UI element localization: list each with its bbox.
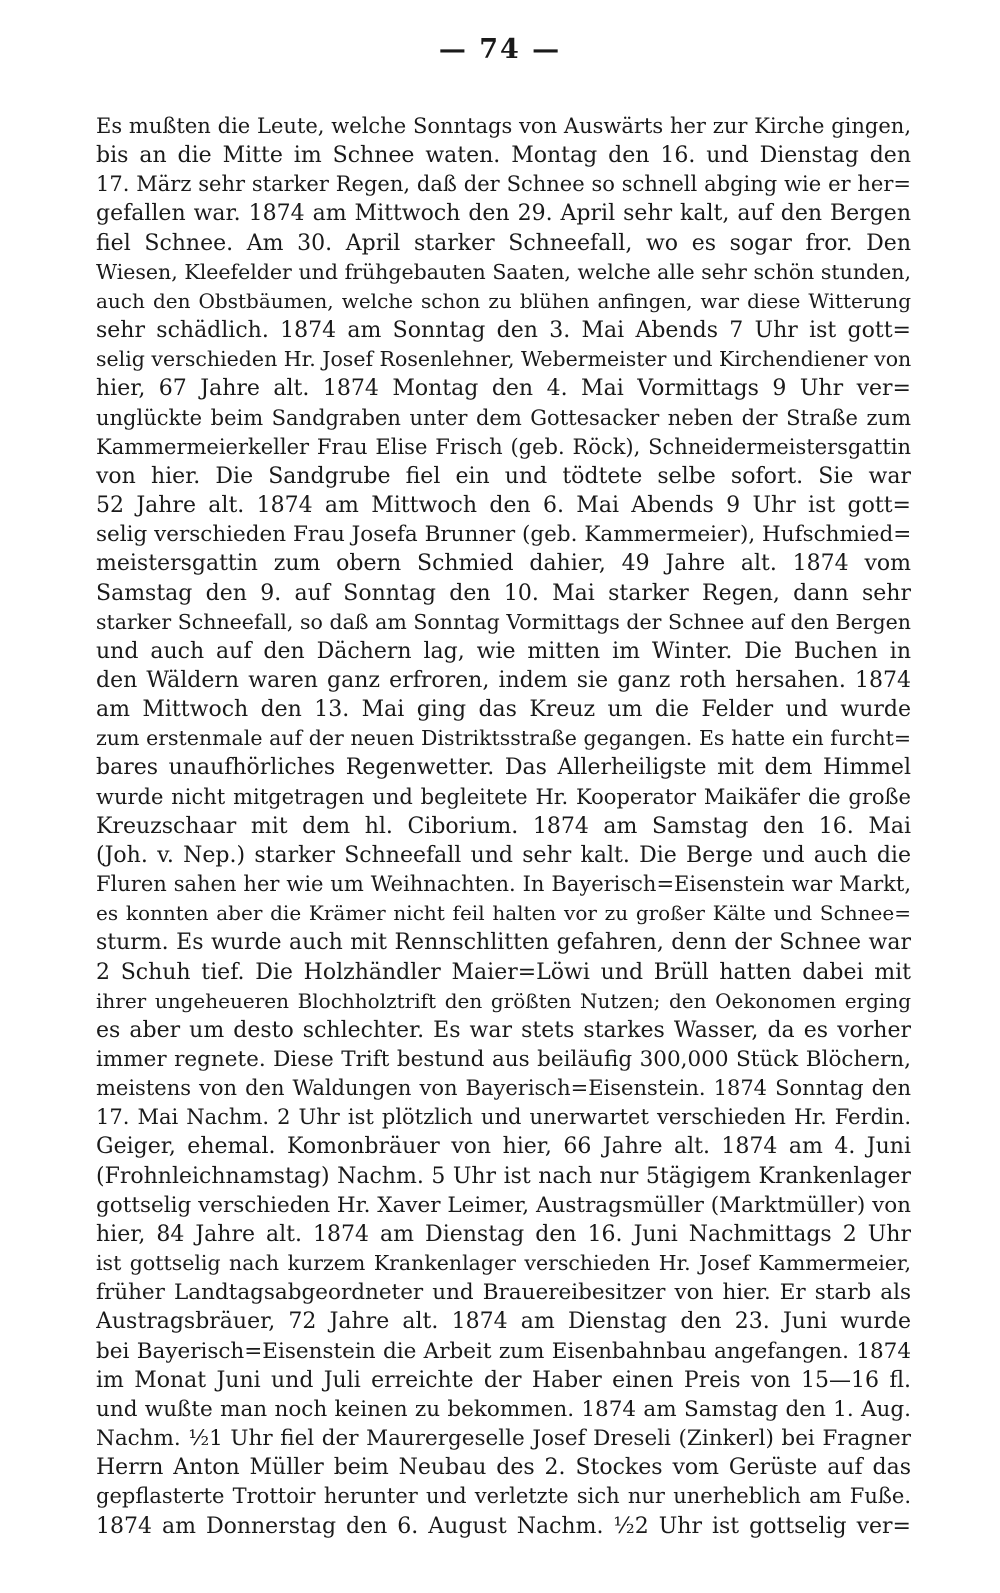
text-line: und auch auf den Dächern lag, wie mitten im Winter. Die Buchen in (96, 638, 911, 664)
text-line: Samstag den 9. auf Sonntag den 10. Mai starker Regen, dann sehr (96, 580, 911, 606)
text-line: am Mittwoch den 13. Mai ging das Kreuz um die Felder und wurde (96, 697, 911, 723)
text-line: ist gottselig nach kurzem Krankenlager verschieden Hr. Josef Kammermeier, (96, 1251, 911, 1276)
text-line: im Monat Juni und Juli erreichte der Haber einen Preis von 15—16 fl. (96, 1367, 911, 1393)
text-line: 52 Jahre alt. 1874 am Mittwoch den 6. Mai Abends 9 Uhr ist gott= (96, 493, 911, 519)
text-line: starker Schneefall, so daß am Sonntag Vormittags der Schnee auf den Bergen (96, 609, 911, 634)
body-text (96, 112, 911, 1541)
text-line: zum erstenmale auf der neuen Distriktsstraße gegangen. Es hatte ein furcht= (96, 726, 911, 751)
text-line: Es mußten die Leute, welche Sonntags von Auswärts her zur Kirche gingen, (96, 114, 911, 138)
text-line: hier, 84 Jahre alt. 1874 am Dienstag den 16. Juni Nachmittags 2 Uhr (96, 1221, 911, 1247)
text-line: meistens von den Waldungen von Bayerisch=Eisenstein. 1874 Sonntag den (96, 1076, 911, 1101)
text-line: und wußte man noch keinen zu bekommen. 1874 am Samstag den 1. Aug. (96, 1396, 911, 1422)
text-line: Kreuzschaar mit dem hl. Ciborium. 1874 am Samstag den 16. Mai (96, 813, 911, 839)
text-line: gefallen war. 1874 am Mittwoch den 29. April sehr kalt, auf den Bergen (96, 201, 911, 227)
text-line: 2 Schuh tief. Die Holzhändler Maier=Löwi und Brüll hatten dabei mit (96, 959, 911, 985)
text-line: selig verschieden Frau Josefa Brunner (geb. Kammermeier), Hufschmied= (96, 522, 911, 548)
text-line: sturm. Es wurde auch mit Rennschlitten gefahren, denn der Schnee war (96, 930, 911, 956)
text-line: gepflasterte Trottoir herunter und verletzte sich nur unerheblich am Fuße. (96, 1484, 911, 1509)
text-line: den Wäldern waren ganz erfroren, indem sie ganz roth hersahen. 1874 (96, 667, 911, 693)
page-number: — 74 — (438, 34, 562, 65)
text-line: Wiesen, Kleefelder und frühgebauten Saaten, welche alle sehr schön stunden, (96, 259, 911, 284)
text-line: bis an die Mitte im Schnee waten. Montag den 16. und Dienstag den (96, 143, 911, 169)
text-line: es konnten aber die Krämer nicht feil halten vor zu großer Kälte und Schnee= (96, 901, 911, 926)
text-line: fiel Schnee. Am 30. April starker Schneefall, wo es sogar fror. Den (96, 230, 911, 256)
text-line: Austragsbräuer, 72 Jahre alt. 1874 am Dienstag den 23. Juni wurde (96, 1309, 911, 1335)
text-line: meistersgattin zum obern Schmied dahier, 49 Jahre alt. 1874 vom (96, 551, 911, 577)
text-line: Nachm. ½1 Uhr fiel der Maurergeselle Josef Dreseli (Zinkerl) bei Fragner (96, 1426, 911, 1452)
text-line: Herrn Anton Müller beim Neubau des 2. Stockes vom Gerüste auf das (96, 1455, 911, 1481)
text-line: hier, 67 Jahre alt. 1874 Montag den 4. Mai Vormittags 9 Uhr ver= (96, 376, 911, 402)
text-line: gottselig verschieden Hr. Xaver Leimer, Austragsmüller (Marktmüller) von (96, 1192, 911, 1218)
text-line: ihrer ungeheueren Blochholztrift den größten Nutzen; den Oekonomen erging (96, 988, 911, 1013)
text-line: immer regnete. Diese Trift bestund aus beiläufig 300,000 Stück Blöchern, (96, 1047, 911, 1072)
text-line: bei Bayerisch=Eisenstein die Arbeit zum Eisenbahnbau angefangen. 1874 (96, 1338, 911, 1364)
text-line: (Joh. v. Nep.) starker Schneefall und sehr kalt. Die Berge und auch die (96, 842, 911, 868)
text-line: 1874 am Donnerstag den 6. August Nachm. ½2 Uhr ist gottselig ver= (96, 1513, 911, 1539)
text-line: Fluren sahen her wie um Weihnachten. In Bayerisch=Eisenstein war Markt, (96, 872, 911, 897)
text-line: sehr schädlich. 1874 am Sonntag den 3. Mai Abends 7 Uhr ist gott= (96, 318, 911, 344)
text-line: früher Landtagsabgeordneter und Brauereibesitzer von hier. Er starb als (96, 1280, 911, 1306)
text-line: Geiger, ehemal. Komonbräuer von hier, 66 Jahre alt. 1874 am 4. Juni (96, 1134, 911, 1160)
text-line: es aber um desto schlechter. Es war stets starkes Wasser, da es vorher (96, 1017, 911, 1043)
text-line: 17. März sehr starker Regen, daß der Schnee so schnell abging wie er her= (96, 172, 911, 197)
text-line: 17. Mai Nachm. 2 Uhr ist plötzlich und unerwartet verschieden Hr. Ferdin. (96, 1105, 911, 1130)
text-line: von hier. Die Sandgrube fiel ein und tödtete selbe sofort. Sie war (96, 463, 911, 489)
text-line: Kammermeierkeller Frau Elise Frisch (geb. Röck), Schneidermeistersgattin (96, 434, 911, 459)
text-line: bares unaufhörliches Regenwetter. Das Allerheiligste mit dem Himmel (96, 755, 911, 781)
text-line: selig verschieden Hr. Josef Rosenlehner, Webermeister und Kirchendiener von (96, 347, 911, 372)
text-line: wurde nicht mitgetragen und begleitete Hr. Kooperator Maikäfer die große (96, 784, 911, 809)
text-line: auch den Obstbäumen, welche schon zu blühen anfingen, war diese Witterung (96, 288, 911, 313)
text-line: unglückte beim Sandgraben unter dem Gottesacker neben der Straße zum (96, 405, 911, 430)
text-line: (Frohnleichnamstag) Nachm. 5 Uhr ist nach nur 5tägigem Krankenlager (96, 1163, 911, 1189)
